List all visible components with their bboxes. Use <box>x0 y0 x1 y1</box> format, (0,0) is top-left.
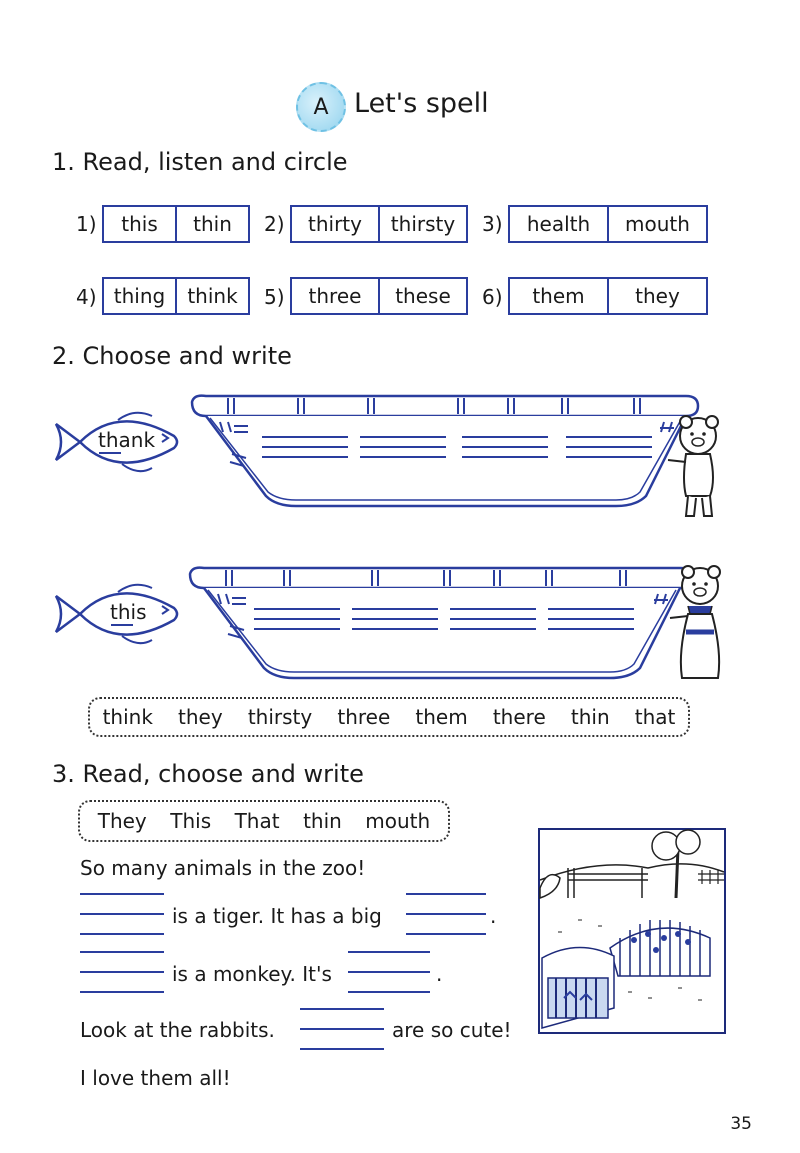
item-num: 4) <box>76 285 97 309</box>
word-pair <box>102 277 250 315</box>
write-line <box>406 913 486 915</box>
write-line <box>300 1048 384 1050</box>
write-line <box>352 608 438 610</box>
word-pair <box>508 277 708 315</box>
word-option[interactable]: health <box>526 212 591 236</box>
word-pair <box>508 205 708 243</box>
write-line <box>80 893 164 895</box>
bank-word: that <box>634 705 676 729</box>
word-bank <box>78 800 450 842</box>
write-line <box>80 933 164 935</box>
write-line <box>450 628 536 630</box>
word-option[interactable]: thin <box>175 207 248 241</box>
item-num: 2) <box>264 212 285 236</box>
section2-heading: 2. Choose and write <box>52 342 292 370</box>
write-line <box>462 456 548 458</box>
write-line <box>254 628 340 630</box>
write-line <box>300 1008 384 1010</box>
write-line <box>262 436 348 438</box>
write-line <box>360 436 446 438</box>
page-number: 35 <box>730 1114 752 1134</box>
write-line <box>462 446 548 448</box>
bank-word: thin <box>570 705 610 729</box>
word-option[interactable]: these <box>378 279 466 313</box>
item-num: 3) <box>482 212 503 236</box>
sentence-monkey: is a monkey. It's <box>172 962 332 986</box>
bank-word: them <box>415 705 468 729</box>
sentence-outro: I love them all! <box>80 1066 231 1090</box>
write-line <box>80 971 164 973</box>
write-line <box>566 456 652 458</box>
write-line <box>548 608 634 610</box>
bank-word: thirsty <box>247 705 313 729</box>
section3-heading: 3. Read, choose and write <box>52 760 364 788</box>
write-line <box>254 608 340 610</box>
write-line <box>406 893 486 895</box>
sentence-period: . <box>436 962 443 986</box>
item-num: 5) <box>264 285 285 309</box>
word-pair <box>290 205 468 243</box>
write-line <box>360 456 446 458</box>
write-line <box>450 618 536 620</box>
word-bank <box>88 697 690 737</box>
section1-heading: 1. Read, listen and circle <box>52 148 348 176</box>
word-option[interactable]: think <box>175 279 248 313</box>
basket-icon <box>184 564 700 686</box>
bank-word: there <box>492 705 546 729</box>
item-num: 6) <box>482 285 503 309</box>
write-line <box>352 618 438 620</box>
word-option[interactable]: thirsty <box>378 207 466 241</box>
word-pair <box>290 277 468 315</box>
underline <box>99 452 121 454</box>
write-line <box>348 991 430 993</box>
word-option[interactable]: they <box>607 279 706 313</box>
bank-word: thin <box>303 809 342 833</box>
sentence-tiger: is a tiger. It has a big <box>172 904 382 928</box>
word-option[interactable]: thing <box>113 284 166 308</box>
badge-letter: A <box>313 94 329 120</box>
sentence-period: . <box>490 904 497 928</box>
sentence-intro: So many animals in the zoo! <box>80 856 366 880</box>
basket-icon <box>186 392 706 514</box>
write-line <box>254 618 340 620</box>
word-option[interactable]: thirty <box>308 212 362 236</box>
sentence-rabbits: Look at the rabbits. <box>80 1018 275 1042</box>
word-option[interactable]: them <box>532 284 585 308</box>
bear-icon <box>664 414 734 524</box>
write-line <box>548 618 634 620</box>
word-option[interactable]: three <box>308 284 362 308</box>
item-num: 1) <box>76 212 97 236</box>
fish-word: thank <box>98 428 156 452</box>
write-line <box>548 628 634 630</box>
write-line <box>566 436 652 438</box>
write-line <box>80 991 164 993</box>
zoo-illustration <box>538 828 726 1034</box>
bank-word: three <box>337 705 391 729</box>
write-line <box>80 913 164 915</box>
write-line <box>348 951 430 953</box>
fish-word: this <box>110 600 147 624</box>
section-badge <box>296 82 346 132</box>
bank-word: That <box>234 809 280 833</box>
write-line <box>406 933 486 935</box>
word-option[interactable]: this <box>121 212 158 236</box>
write-line <box>262 456 348 458</box>
write-line <box>352 628 438 630</box>
bank-word: This <box>170 809 212 833</box>
write-line <box>262 446 348 448</box>
underline <box>111 624 133 626</box>
bank-word: they <box>178 705 223 729</box>
write-line <box>80 951 164 953</box>
write-line <box>348 971 430 973</box>
bank-word: mouth <box>365 809 431 833</box>
write-line <box>462 436 548 438</box>
word-option[interactable]: mouth <box>607 207 706 241</box>
write-line <box>566 446 652 448</box>
write-line <box>450 608 536 610</box>
bear-icon <box>664 562 736 684</box>
write-line <box>300 1028 384 1030</box>
bank-word: think <box>102 705 153 729</box>
write-line <box>360 446 446 448</box>
page-title: Let's spell <box>354 88 489 119</box>
sentence-cute: are so cute! <box>392 1018 512 1042</box>
word-pair <box>102 205 250 243</box>
bank-word: They <box>97 809 147 833</box>
